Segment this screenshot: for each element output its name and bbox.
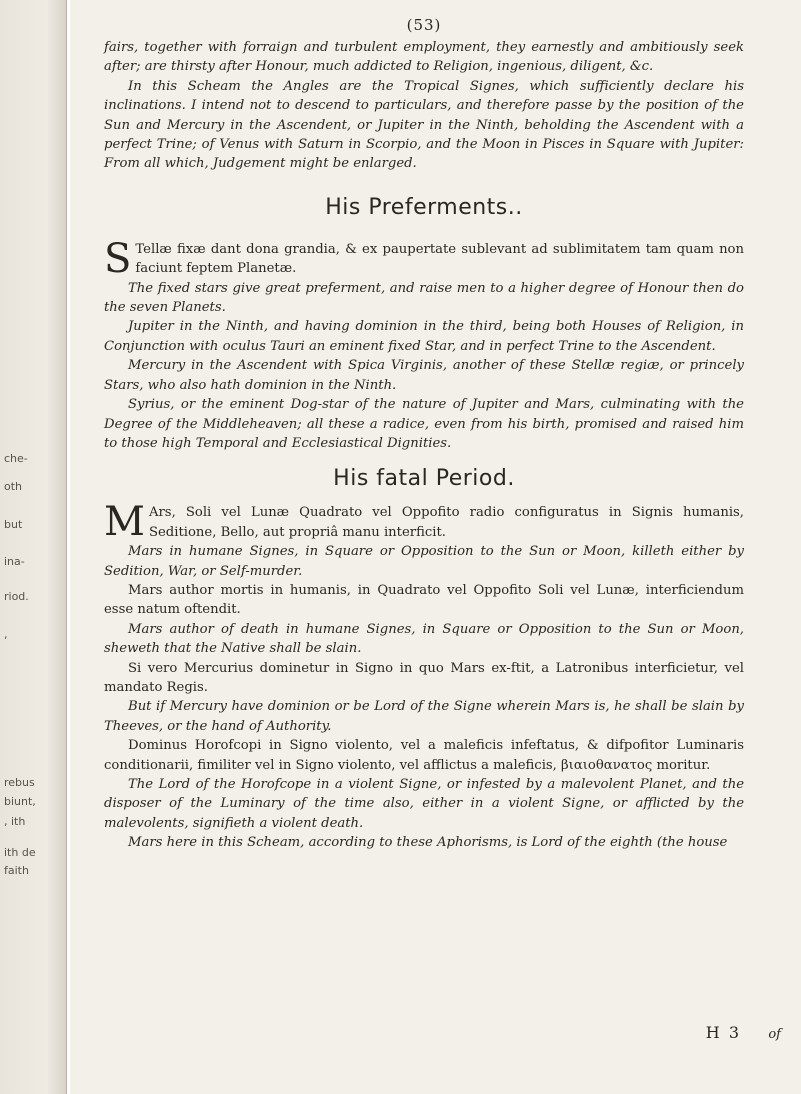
fatal-english: Mars in humane Signes, in Square or Opposition to the Sun or Moon, killeth either by Sedition, War, or Self-murder. bbox=[104, 544, 744, 579]
heading-fatal-period: His fatal Period. bbox=[333, 466, 515, 492]
facing-page-edge bbox=[0, 0, 67, 1094]
facing-fragment: biunt, bbox=[4, 795, 36, 808]
mercury-paragraph: Mercury in the Ascendent with Spica Virginis, another of these Stellæ regiæ, or princely Stars, who also hath dominion in the Ninth. bbox=[104, 358, 744, 393]
catchword: of bbox=[768, 1027, 781, 1042]
heading-preferments: His Preferments.. bbox=[325, 194, 523, 220]
fatal-latin bbox=[104, 499, 744, 546]
preferments-latin bbox=[104, 235, 744, 282]
signature-mark: H 3 bbox=[705, 1023, 741, 1042]
jupiter-paragraph: Jupiter in the Ninth, and having dominion in the third, being both Houses of Religion, in Conjunction with oculus Tauri an eminent fixed Star, and in perfect Trine to the Ascendent. bbox=[104, 319, 744, 354]
horoscopi-latin: Dominus Horofcopi in Signo violento, vel a maleficis infeftatus, & difpofitor Luminaris conditionarii, fimiliter vel in Signo violento, vel afflictus a maleficis, βιαιοθανατος moritur. bbox=[104, 738, 744, 773]
facing-fragment: ina- bbox=[4, 555, 25, 568]
drop-cap: S bbox=[104, 235, 132, 282]
facing-fragment: , ith bbox=[4, 815, 26, 828]
facing-fragment: oth bbox=[4, 480, 23, 493]
book-page bbox=[70, 0, 801, 1094]
scheme-paragraph: In this Scheam the Angles are the Tropical Signes, which sufficiently declare his inclinations. I intend not to descend to particulars, and therefore passe by the position of the Sun and Mercury in the Ascendent, or Jupiter in the Ninth, beholding the Ascendent with a perfect Trine; of Venus with Saturn in Scorpio, and the Moon in Pisces in Square with Jupiter: From all which, Judgement might be enlarged. bbox=[104, 78, 744, 172]
facing-fragment: faith bbox=[4, 864, 29, 877]
facing-fragment: but bbox=[4, 518, 23, 531]
facing-fragment: che- bbox=[4, 452, 28, 465]
facing-fragment: , bbox=[4, 628, 8, 641]
mercury-english: But if Mercury have dominion or be Lord of the Signe wherein Mars is, he shall be slain by Theeves, or the hand of Authority. bbox=[104, 699, 744, 734]
page-text bbox=[104, 16, 744, 853]
preferments-latin-text: Tellæ fixæ dant dona grandia, & ex paupertate sublevant ad sublimitatem tam quam non faciunt feptem Planetæ. bbox=[135, 241, 744, 277]
final-line: Mars here in this Scheam, according to these Aphorisms, is Lord of the eighth (the house bbox=[128, 835, 728, 851]
drop-cap: M bbox=[104, 499, 145, 546]
facing-fragment: riod. bbox=[4, 590, 29, 603]
intro-paragraph: fairs, together with forraign and turbulent employment, they earnestly and ambitiously seek after; are thirsty after Honour, much addicted to Religion, ingenious, diligent, &c. bbox=[104, 40, 744, 75]
mars-author-latin: Mars author mortis in humanis, in Quadrato vel Oppofito Soli vel Lunæ, interficiendum esse natum oftendit. bbox=[104, 582, 744, 618]
page-number: (53) bbox=[406, 16, 442, 34]
facing-fragment: rebus bbox=[4, 776, 35, 789]
facing-fragment: ith de bbox=[4, 846, 36, 859]
fatal-latin-text: Ars, Soli vel Lunæ Quadrato vel Oppofito radio configuratus in Signis humanis, Seditione, Bello, aut propriâ manu interficit. bbox=[148, 505, 744, 540]
syrius-paragraph: Syrius, or the eminent Dog-star of the nature of Jupiter and Mars, culminating with the Degree of the Middleheaven; all these a radice, even from his birth, promised and raised him to those high Temporal and Ecclesiastical Dignities. bbox=[104, 397, 744, 451]
mercurius-latin: Si vero Mercurius dominetur in Signo in quo Mars ex-ftit, a Latronibus interficietur, vel mandato Regis. bbox=[104, 660, 744, 695]
lord-english: The Lord of the Horofcope in a violent Signe, or infested by a malevolent Planet, and the disposer of the Luminary of the time also, either in a violent Signe, or afflicted by the malevolents, signifieth a violent death. bbox=[104, 777, 744, 831]
mars-author-english: Mars author of death in humane Signes, in Square or Opposition to the Sun or Moon, sheweth that the Native shall be slain. bbox=[104, 621, 744, 657]
preferments-english: The fixed stars give great preferment, and raise men to a higher degree of Honour then do the seven Planets. bbox=[104, 280, 744, 316]
